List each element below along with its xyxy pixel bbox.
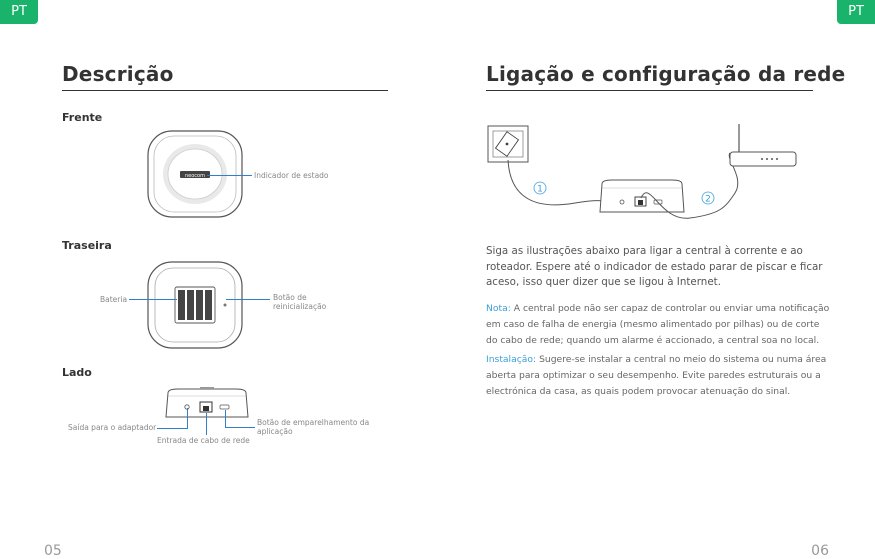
reset-button-label: Botão de reinicialização (273, 293, 327, 311)
hub-side-illustration (162, 387, 252, 423)
page-number-right: 06 (811, 543, 829, 559)
language-tab-right: PT (837, 0, 875, 24)
battery-label: Bateria (100, 295, 128, 304)
router-icon (730, 124, 796, 166)
language-tab-left: PT (0, 0, 38, 24)
left-page-title: Descrição (62, 62, 174, 86)
note-label: Nota: (486, 303, 511, 314)
battery-cell-icon (187, 290, 194, 320)
network-port-leader (206, 413, 207, 435)
hub-front-illustration (145, 128, 245, 220)
battery-cell-icon (205, 290, 212, 320)
hub-logo-text: neocom (185, 173, 205, 179)
network-connection-diagram (480, 118, 820, 230)
intro-paragraph: Siga as ilustrações abaixo para ligar a central à corrente e ao roteador. Espere até o indicador de estado parar de piscar e ficar aceso, isso quer dizer que se ligou à Internet. (486, 245, 823, 288)
battery-cell-icon (178, 290, 185, 320)
installation-label: Instalação: (486, 354, 537, 365)
left-title-rule (62, 90, 388, 91)
reset-button-leader (226, 299, 270, 300)
step-1-number: 1 (537, 184, 543, 195)
step-2-number: 2 (705, 194, 711, 205)
adapter-port-label: Saída para o adaptador (68, 423, 157, 432)
wall-socket-icon (488, 126, 528, 162)
right-page-title: Ligação e configuração da rede (486, 62, 846, 86)
pair-button-leader (225, 410, 226, 427)
adapter-port-leader (187, 408, 188, 428)
battery-cell-icon (196, 290, 203, 320)
front-heading: Frente (62, 111, 103, 124)
hub-back-illustration (145, 259, 245, 351)
back-heading: Traseira (62, 239, 112, 252)
installation-paragraph: Instalação: Sugere-se instalar a central no meio do sistema ou numa área aberta para optimizar o seu desempenho. Evite paredes estruturais ou a electrónica da casa, as quais podem provocar atenuação do sinal. (486, 354, 827, 397)
page-number-left: 05 (44, 543, 62, 559)
adapter-port-leader-h (157, 428, 188, 429)
note-paragraph: Nota: A central pode não ser capaz de controlar ou enviar uma notificação em caso de falha de energia (mesmo alimentado por pilhas) ou de corte do cabo de rede; quando um alarme é accionado, a central soa no local. (486, 303, 830, 346)
battery-leader (129, 299, 177, 300)
pair-button-label: Botão de emparelhamento da aplicação (257, 418, 370, 436)
right-title-rule (486, 90, 813, 91)
network-port-label: Entrada de cabo de rede (157, 436, 250, 445)
side-heading: Lado (62, 366, 92, 379)
status-indicator-leader (207, 175, 252, 176)
status-indicator-label: Indicador de estado (254, 171, 329, 180)
reset-button-icon (224, 304, 227, 307)
pair-button-leader-h (225, 427, 255, 428)
